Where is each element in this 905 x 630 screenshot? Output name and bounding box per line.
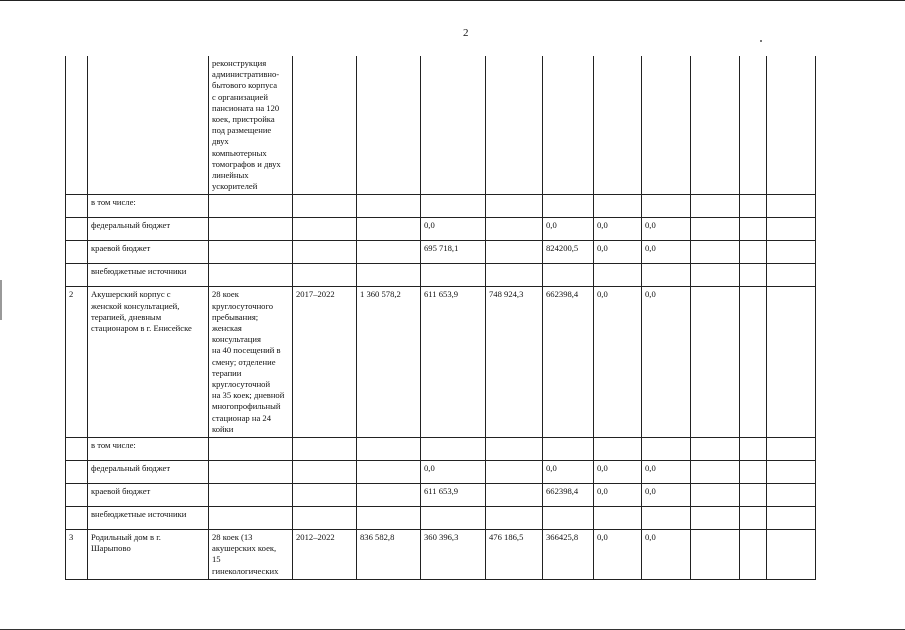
object-name-cell-line: женской консультацией, bbox=[91, 300, 180, 311]
value-cell-c6: 0,0 bbox=[421, 461, 486, 484]
value-cell-c6 bbox=[421, 195, 486, 218]
value-cell-c8: 662398,4 bbox=[543, 484, 594, 507]
value-cell bbox=[767, 195, 816, 218]
value-cell-c10: 0,0 bbox=[642, 484, 691, 507]
value-cell bbox=[740, 461, 767, 484]
row-number-cell: 3 bbox=[66, 530, 88, 580]
object-name-cell-line: Шарыпово bbox=[91, 543, 131, 554]
value-cell bbox=[740, 241, 767, 264]
capacity-description-cell-line: 15 bbox=[212, 554, 221, 565]
capacity-description-cell-line: многопрофильный bbox=[212, 401, 281, 412]
value-cell-c6: 695 718,1 bbox=[421, 241, 486, 264]
capacity-description-cell-line: терапии bbox=[212, 367, 242, 378]
value-cell bbox=[767, 507, 816, 530]
value-cell bbox=[642, 56, 691, 195]
capacity-description-cell-line: бытового корпуса bbox=[212, 80, 278, 91]
top-page-edge bbox=[0, 0, 905, 1]
capacity-description-cell bbox=[209, 438, 293, 461]
funding-source-label: краевой бюджет bbox=[88, 484, 209, 507]
funding-source-label: в том числе: bbox=[88, 438, 209, 461]
capacity-description-cell-line: пребывания; bbox=[212, 311, 259, 322]
period-cell: 2012–2022 bbox=[293, 530, 357, 580]
value-cell-c10 bbox=[642, 438, 691, 461]
row-number-cell bbox=[66, 56, 88, 195]
value-cell bbox=[691, 287, 740, 438]
value-cell bbox=[740, 195, 767, 218]
value-cell-c8 bbox=[543, 438, 594, 461]
table-row-subtotal bbox=[66, 195, 816, 218]
object-name-cell-line: терапией, дневным bbox=[91, 311, 162, 322]
table-row-subtotal bbox=[66, 461, 816, 484]
capacity-description-cell-line: круглосуточной bbox=[212, 379, 271, 390]
value-cell bbox=[594, 56, 642, 195]
value-cell-c8 bbox=[543, 195, 594, 218]
table-row-subtotal bbox=[66, 241, 816, 264]
total-cost-cell bbox=[357, 264, 421, 287]
value-cell bbox=[767, 264, 816, 287]
value-cell-c9: 0,0 bbox=[594, 218, 642, 241]
value-cell-c9: 0,0 bbox=[594, 461, 642, 484]
period-cell bbox=[293, 484, 357, 507]
total-cost-cell bbox=[357, 507, 421, 530]
funding-source-label: в том числе: bbox=[88, 195, 209, 218]
capacity-description-cell-line: пансионата на 120 bbox=[212, 102, 280, 113]
total-cost-cell bbox=[357, 438, 421, 461]
table-row-subtotal bbox=[66, 507, 816, 530]
value-cell-c6: 611 653,9 bbox=[421, 484, 486, 507]
capacity-description-cell-line: койки bbox=[212, 423, 234, 434]
value-cell-c9: 0,0 bbox=[594, 287, 642, 438]
period-cell: 2017–2022 bbox=[293, 287, 357, 438]
capacity-description-cell-line: круглосуточного bbox=[212, 300, 274, 311]
capacity-description-cell bbox=[209, 195, 293, 218]
value-cell bbox=[691, 218, 740, 241]
table-body bbox=[66, 56, 816, 579]
value-cell-c6 bbox=[421, 264, 486, 287]
funding-source-label: внебюджетные источники bbox=[88, 264, 209, 287]
value-cell-c9: 0,0 bbox=[594, 241, 642, 264]
object-name-cell bbox=[88, 530, 209, 580]
capacity-description-cell-line: консультация bbox=[212, 334, 261, 345]
value-cell-c10 bbox=[642, 507, 691, 530]
capacity-description-cell-line: компьютерных bbox=[212, 147, 267, 158]
capacity-description-cell bbox=[209, 56, 293, 195]
funding-source-label: федеральный бюджет bbox=[88, 218, 209, 241]
object-name-cell-line: Акушерский корпус с bbox=[91, 289, 171, 300]
value-cell bbox=[691, 195, 740, 218]
value-cell-c10: 0,0 bbox=[642, 241, 691, 264]
value-cell bbox=[740, 530, 767, 580]
value-cell bbox=[543, 56, 594, 195]
value-cell bbox=[767, 218, 816, 241]
value-cell-c7 bbox=[486, 484, 543, 507]
value-cell-c6 bbox=[421, 438, 486, 461]
value-cell bbox=[767, 287, 816, 438]
row-number-cell bbox=[66, 241, 88, 264]
capacity-description-cell-line: административно- bbox=[212, 69, 280, 80]
value-cell-c8: 824200,5 bbox=[543, 241, 594, 264]
value-cell bbox=[691, 264, 740, 287]
scan-edge-mark bbox=[0, 280, 2, 320]
value-cell-c7 bbox=[486, 218, 543, 241]
value-cell bbox=[767, 438, 816, 461]
total-cost-cell bbox=[357, 461, 421, 484]
period-cell bbox=[293, 461, 357, 484]
value-cell-c7 bbox=[486, 264, 543, 287]
capacity-description-cell-line: на 40 посещений в bbox=[212, 345, 281, 356]
value-cell bbox=[740, 56, 767, 195]
capacity-description-cell-line: 28 коек (13 bbox=[212, 532, 253, 543]
value-cell-c7 bbox=[486, 241, 543, 264]
total-cost-cell bbox=[357, 241, 421, 264]
object-name-cell bbox=[88, 287, 209, 438]
value-cell bbox=[691, 530, 740, 580]
value-cell bbox=[691, 56, 740, 195]
period-cell bbox=[293, 195, 357, 218]
value-cell bbox=[740, 287, 767, 438]
value-cell-c7 bbox=[486, 507, 543, 530]
total-cost-cell bbox=[357, 484, 421, 507]
capacity-description-cell bbox=[209, 264, 293, 287]
value-cell-c7: 476 186,5 bbox=[486, 530, 543, 580]
value-cell bbox=[740, 264, 767, 287]
total-cost-cell: 1 360 578,2 bbox=[357, 287, 421, 438]
value-cell-c10: 0,0 bbox=[642, 461, 691, 484]
value-cell-c6 bbox=[421, 507, 486, 530]
scan-speck bbox=[760, 40, 762, 42]
value-cell bbox=[691, 507, 740, 530]
row-number-cell bbox=[66, 484, 88, 507]
value-cell-c8: 366425,8 bbox=[543, 530, 594, 580]
period-cell bbox=[293, 507, 357, 530]
value-cell bbox=[691, 438, 740, 461]
capacity-description-cell bbox=[209, 241, 293, 264]
value-cell-c10: 0,0 bbox=[642, 287, 691, 438]
value-cell-c10: 0,0 bbox=[642, 530, 691, 580]
value-cell-c7 bbox=[486, 195, 543, 218]
capacity-description-cell-line: акушерских коек, bbox=[212, 543, 277, 554]
capacity-description-cell-line: под размещение bbox=[212, 125, 272, 136]
value-cell bbox=[740, 507, 767, 530]
row-number-cell bbox=[66, 438, 88, 461]
capacity-description-cell-line: коек, пристройка bbox=[212, 114, 275, 125]
capacity-description-cell-line: реконструкция bbox=[212, 58, 267, 68]
value-cell bbox=[691, 241, 740, 264]
capacity-description-cell bbox=[209, 461, 293, 484]
value-cell bbox=[357, 56, 421, 195]
row-number-cell bbox=[66, 507, 88, 530]
capacity-description-cell-line: гинекологических bbox=[212, 565, 279, 576]
value-cell bbox=[421, 56, 486, 195]
value-cell-c8 bbox=[543, 507, 594, 530]
capacity-description-cell-line: на 35 коек; дневной bbox=[212, 390, 285, 401]
value-cell-c8: 0,0 bbox=[543, 218, 594, 241]
value-cell bbox=[767, 241, 816, 264]
object-name-cell bbox=[88, 56, 209, 195]
capacity-description-cell-line: томографов и двух bbox=[212, 158, 281, 169]
row-number-cell bbox=[66, 461, 88, 484]
capacity-description-cell bbox=[209, 484, 293, 507]
capacity-description-cell bbox=[209, 507, 293, 530]
value-cell-c6: 611 653,9 bbox=[421, 287, 486, 438]
value-cell-c9 bbox=[594, 195, 642, 218]
value-cell-c9: 0,0 bbox=[594, 530, 642, 580]
period-cell bbox=[293, 438, 357, 461]
value-cell-c7 bbox=[486, 461, 543, 484]
row-number-cell bbox=[66, 218, 88, 241]
value-cell-c6: 0,0 bbox=[421, 218, 486, 241]
capacity-description-cell-line: с организацией bbox=[212, 91, 268, 102]
value-cell-c9 bbox=[594, 264, 642, 287]
page-number: 2 bbox=[463, 27, 469, 39]
value-cell-c8: 0,0 bbox=[543, 461, 594, 484]
value-cell-c8 bbox=[543, 264, 594, 287]
table-row-subtotal bbox=[66, 218, 816, 241]
value-cell bbox=[767, 484, 816, 507]
table-row-continuation bbox=[66, 56, 816, 195]
value-cell bbox=[691, 484, 740, 507]
value-cell bbox=[740, 438, 767, 461]
total-cost-cell: 836 582,8 bbox=[357, 530, 421, 580]
capacity-description-cell-line: стационар на 24 bbox=[212, 412, 271, 423]
value-cell-c7: 748 924,3 bbox=[486, 287, 543, 438]
value-cell bbox=[486, 56, 543, 195]
row-number-cell: 2 bbox=[66, 287, 88, 438]
table-row-object bbox=[66, 530, 816, 580]
row-number-cell bbox=[66, 195, 88, 218]
value-cell bbox=[767, 461, 816, 484]
total-cost-cell bbox=[357, 195, 421, 218]
capacity-description-cell-line: женская bbox=[212, 323, 242, 334]
period-cell bbox=[293, 241, 357, 264]
capacity-description-cell bbox=[209, 218, 293, 241]
period-cell bbox=[293, 264, 357, 287]
value-cell bbox=[740, 218, 767, 241]
capacity-description-cell-line: 28 коек bbox=[212, 289, 239, 300]
object-name-cell-line: стационаром в г. Енисейске bbox=[91, 323, 192, 334]
value-cell bbox=[767, 530, 816, 580]
total-cost-cell bbox=[357, 218, 421, 241]
capacity-description-cell bbox=[209, 530, 293, 580]
capacity-description-cell-line: линейных bbox=[212, 170, 249, 181]
capacity-description-cell-line: смену; отделение bbox=[212, 356, 276, 367]
value-cell-c10 bbox=[642, 195, 691, 218]
value-cell-c8: 662398,4 bbox=[543, 287, 594, 438]
value-cell-c9 bbox=[594, 438, 642, 461]
table-row-subtotal bbox=[66, 484, 816, 507]
value-cell bbox=[691, 461, 740, 484]
funding-source-label: краевой бюджет bbox=[88, 241, 209, 264]
funding-source-label: федеральный бюджет bbox=[88, 461, 209, 484]
value-cell-c6: 360 396,3 bbox=[421, 530, 486, 580]
table-row-subtotal bbox=[66, 264, 816, 287]
funding-source-label: внебюджетные источники bbox=[88, 507, 209, 530]
capacity-description-cell-line: двух bbox=[212, 136, 229, 147]
capacity-description-cell bbox=[209, 287, 293, 438]
value-cell-c9: 0,0 bbox=[594, 484, 642, 507]
value-cell-c9 bbox=[594, 507, 642, 530]
budget-table bbox=[65, 56, 816, 580]
value-cell bbox=[767, 56, 816, 195]
period-cell bbox=[293, 218, 357, 241]
value-cell-c10 bbox=[642, 264, 691, 287]
table-row-subtotal bbox=[66, 438, 816, 461]
value-cell bbox=[740, 484, 767, 507]
value-cell-c7 bbox=[486, 438, 543, 461]
object-name-cell-line: Родильный дом в г. bbox=[91, 532, 161, 543]
capacity-description-cell-line: ускорителей bbox=[212, 181, 258, 192]
value-cell bbox=[293, 56, 357, 195]
table-row-object bbox=[66, 287, 816, 438]
value-cell-c10: 0,0 bbox=[642, 218, 691, 241]
row-number-cell bbox=[66, 264, 88, 287]
